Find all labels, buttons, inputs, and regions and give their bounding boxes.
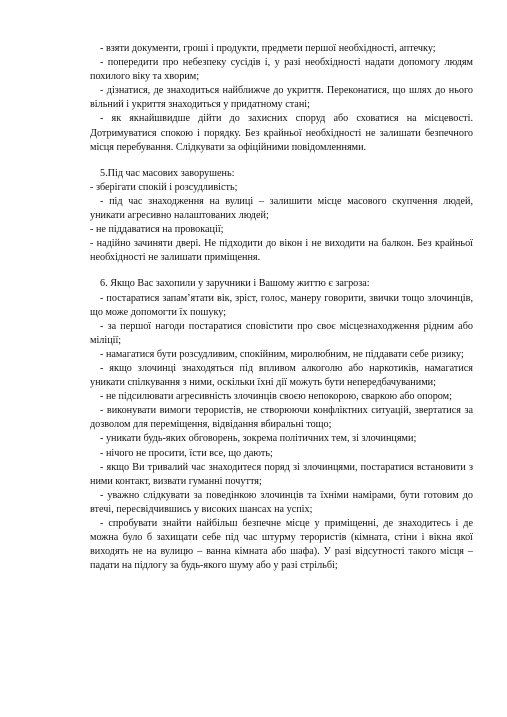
section-6: [90, 277, 473, 573]
section-heading: 5.Під час масових заворушень:: [100, 167, 235, 179]
list-item: - надійно зачиняти двері. Не підходити до вікон і не виходити на балкон. Без крайньої необхідності не залишати приміщення.: [90, 238, 473, 264]
list-item: - під час знаходження на вулиці – залишити місце масового скупчення людей, уникати агресивно налаштованих людей;: [90, 195, 473, 222]
list-item: - не піддаватися на провокації;: [90, 224, 224, 236]
list-item: - уважно слідкувати за поведінкою злочинців та їхніми намірами, бути готовим до втечі, пересвідчившись у високих шансах на успіх;: [90, 489, 473, 515]
list-item: - взяти документи, гроші і продукти, предмети першої необхідності, аптечку;: [100, 43, 436, 54]
list-item: - намагатися бути розсудливим, спокійним, миролюбним, не піддавати себе ризику;: [100, 348, 464, 360]
spacer: [90, 265, 473, 277]
list-item: - нічого не просити, їсти все, що дають;: [100, 447, 273, 459]
list-item: - постаратися запам’ятати вік, зріст, голос, манеру говорити, звички тощо злочинців, що може допомогти їх пошуку;: [90, 292, 473, 318]
section-heading: 6. Якщо Вас захопили у заручники і Вашому життю є загроза:: [100, 278, 370, 290]
list-item: - не підсилювати агресивність злочинців своєю непокорою, сваркою або опором;: [100, 391, 452, 403]
spacer: [90, 155, 473, 167]
list-item: - виконувати вимоги терористів, не створюючи конфліктних ситуацій, звертатися за дозволом для переміщення, відвідання вбиральні тощо;: [90, 405, 473, 431]
list-item: - зберігати спокій і розсудливість;: [90, 181, 238, 193]
list-item: - як якнайшвидше дійти до захисних споруд або сховатися на місцевості. Дотримуватися спокою і порядку. Без крайньої необхідності не залишати безпечного місця перебування. Слідкувати за офіційними повідомленнями.: [90, 113, 473, 153]
list-item: - дізнатися, де знаходиться найближче до укриття. Переконатися, що шлях до нього вільний і укриття знаходиться у придатному стані;: [90, 85, 473, 111]
list-item: - якщо Ви тривалий час знаходитеся поряд зі злочинцями, постаратися встановити з ними контакт, визвати гуманні почуття;: [90, 461, 473, 487]
list-item: - попередити про небезпеку сусідів і, у разі необхідності надати допомогу людям похилого віку та хворим;: [90, 57, 473, 83]
list-item: - за першої нагоди постаратися сповістити про своє місцезнаходження рідним або міліції;: [90, 320, 473, 346]
list-item: - спробувати знайти найбільш безпечне місце у приміщенні, де знаходитесь і де можна було б захищати себе під час штурму терористів (кімната, стіни і вікна якої виходять не на вулицю – ванна кімната або шафа). У разі відсутності такого місця – падати на підлогу за будь-якого шуму або у разі стрільбі;: [90, 518, 473, 572]
section-4-tail: [90, 42, 473, 155]
list-item: - якщо злочинці знаходяться під впливом алкоголю або наркотиків, намагатися уникати спілкування з ними, оскільки їхні дії можуть бути непередбачуваними;: [90, 362, 473, 389]
list-item: - уникати будь-яких обговорень, зокрема політичних тем, зі злочинцями;: [100, 433, 417, 445]
section-5: [90, 167, 473, 266]
